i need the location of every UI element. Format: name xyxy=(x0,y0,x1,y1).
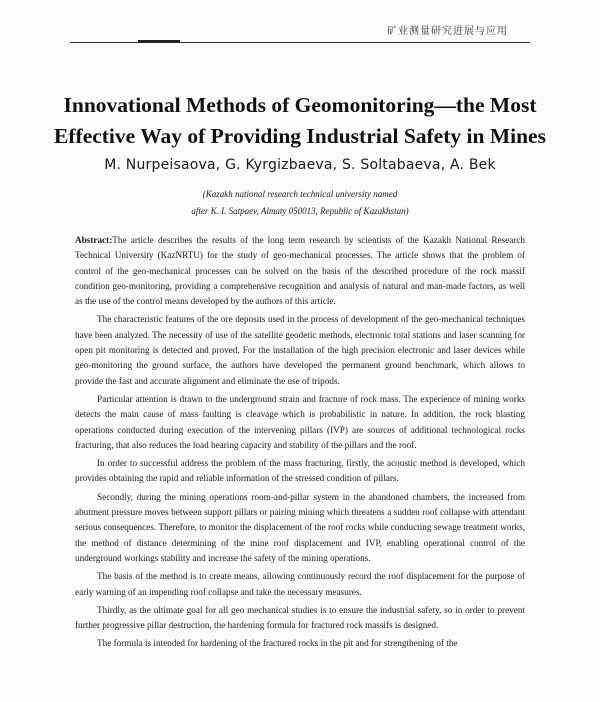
title-line-2: Effective Way of Providing Industrial Safety in Mines xyxy=(54,124,546,148)
paragraph: The basis of the method is to create means, allowing continuously record the roof displacement for the purpose of early warning of an impending roof collapse and take the necessary measures. xyxy=(75,571,525,597)
paragraph: The characteristic features of the ore deposits used in the process of development of the geo-mechanical techniques have been analyzed. The necessity of use of the satellite geodetic methods, electronic total stations and laser scanning for open pit monitoring is detected and proved. For the installation of the high precision electronic and laser devices while geo-monitoring the ground surface, the authors have developed the permanent ground benchmark, which allows to provide the fast and accurate alignment and eliminate the use of tripods. xyxy=(75,314,525,386)
author-list: M. Nurpeisaova, G. Kyrgizbaeva, S. Soltabaeva, A. Bek xyxy=(104,157,496,173)
affiliation-line-1: (Kazakh national research technical university named xyxy=(202,189,398,199)
title-line-1: Innovational Methods of Geomonitoring—the Most xyxy=(63,93,537,117)
paragraph: Thirdly, as the ultimate goal for all geo mechanical studies is to ensure the industrial safety, so in order to prevent further progressive pillar destruction, the hardening formula for fractured rock massifs is designed. xyxy=(75,604,525,631)
paper-title xyxy=(0,90,600,152)
affiliation-line-2: after K. I. Satpaev, Almaty 050013, Republic of Kazakhstan) xyxy=(191,206,409,216)
paragraph: The formula is intended for hardening of the fractured rocks in the pit and for strengthening of the xyxy=(97,638,458,649)
article-body xyxy=(75,233,525,655)
paragraph: In order to successful address the problem of the mass fracturing, firstly, the acoustic method is developed, which provides obtaining the rapid and reliable information of the stressed condition of pillars. xyxy=(75,458,525,484)
abstract-text: The article describes the results of the long term research by scientists of the Kazakh National Research Technical University (KazNRTU) for the study of geo-mechanical processes. The article shows that the problem of control of the geo-mechanical processes can be solved on the basis of the described procedure of the rock massif condition geo-monitoring, providing a comprehensive recognition and analysis of natural and man-made factors, as well as the use of the control means developed by the authors of this article. xyxy=(75,235,525,307)
abstract-label: Abstract: xyxy=(75,235,113,245)
paragraph: Secondly, during the mining operations room-and-pillar system in the abandoned chambers, the increased from abutment pressure moves between support pillars or pairing mining which threatens a sudden roof collapse with attendant serious consequences. Therefore, to monitor the displacement of the roof rocks while conducting sewage treatment works, the method of distance determining of the mine roof displacement and IVP, enabling operational control of the underground workings stability and increase the safety of the mining operations. xyxy=(75,491,525,563)
journal-name: 矿业测量研究进展与应用 xyxy=(387,26,508,37)
affiliation xyxy=(0,186,600,220)
abstract xyxy=(75,233,525,309)
paragraph: Particular attention is drawn to the underground strain and fracture of rock mass. The experience of mining works detects the main cause of mass faulting is cleavage which is probabilistic in nature. In addition, the rock blasting operations conducted during execution of the intervening pillars (IVP) are sources of additional technological rocks fracturing, that also reduces the load bearing capacity and stability of the pillars and the roof. xyxy=(75,393,525,450)
header-decoration xyxy=(138,40,180,43)
